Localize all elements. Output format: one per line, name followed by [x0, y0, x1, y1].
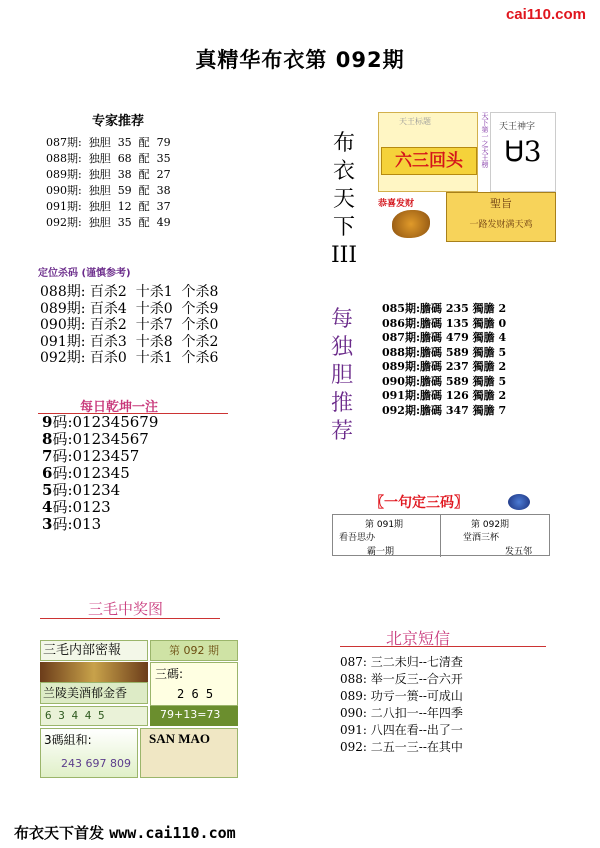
buyi-decree-box: [446, 192, 556, 242]
daily-row-count: 7: [42, 447, 53, 465]
footer-label: 布衣天下首发: [14, 824, 105, 842]
position-kill-row: 090期: 百杀2 十杀7 个杀0: [40, 317, 219, 333]
position-kill-row: 092期: 百杀0 十杀1 个杀6: [40, 350, 219, 366]
sanmao-sum: 79+13=73: [150, 706, 238, 726]
daily-row-count: 8: [42, 430, 53, 448]
one-sentence-heading: 〖一句定三码〗: [370, 495, 468, 511]
daily-row-count: 9: [42, 413, 53, 431]
daily-row: [42, 499, 158, 516]
beijing-list: [340, 654, 463, 756]
daily-row: [42, 516, 158, 533]
one-sentence-right-issue: 第 092期: [471, 520, 510, 530]
expert-row: 088期: 独胆 68 配 35: [46, 152, 171, 165]
sanmao-issue-suffix: 期: [208, 644, 219, 657]
daily-heading: 每日乾坤一注: [80, 400, 159, 415]
sanmao-issue-box: [150, 640, 238, 661]
sanmao-logo-box: [140, 728, 238, 778]
dan-row: 085期:膽碼 235 獨膽 2: [382, 302, 507, 315]
sanmao-logo: SAN MAO: [149, 731, 211, 746]
footer: [14, 822, 236, 843]
footer-url[interactable]: www.cai110.com: [109, 824, 236, 842]
daily-row-value: 码:012345: [52, 464, 130, 482]
buyi-decree-title: 聖旨: [490, 197, 512, 210]
daily-row: [42, 414, 158, 431]
sanmao-inner-title: 三毛内部密報: [40, 640, 148, 661]
daily-row-value: 码:013: [52, 515, 102, 533]
page-title: 真精华布衣第 092期: [195, 48, 405, 72]
one-sentence-right-line1: 堂酒三杯: [463, 533, 500, 543]
buyi-tiger-box: [378, 194, 444, 242]
beijing-row: 088: 举一反三--合六开: [340, 672, 463, 686]
dan-list: [382, 302, 506, 418]
buyi-banner-main: 六三回头: [381, 147, 477, 175]
position-kill-list: [40, 284, 218, 367]
buyi-char: 下: [332, 215, 355, 240]
beijing-underline: [340, 646, 546, 647]
buyi-vertical-title: [330, 130, 358, 270]
dan-row: 092期:膽碼 347 獨膽 7: [382, 403, 507, 417]
daily-row: [42, 465, 158, 482]
daily-row: [42, 482, 158, 499]
expert-row: 087期: 独胆 35 配 79: [46, 136, 171, 149]
daily-code-list: [42, 414, 158, 533]
dan-row: 091期:膽碼 126 獨膽 2: [382, 389, 507, 402]
sanmao-combo-box: [40, 728, 138, 778]
buyi-tiger-text: 恭喜发财: [378, 199, 415, 209]
daily-row-value: 码:01234: [52, 481, 121, 499]
position-kill-row: 091期: 百杀3 十杀8 个杀2: [40, 333, 219, 350]
buyi-image: [378, 112, 558, 242]
dan-row: 086期:膽碼 135 獨膽 0: [382, 316, 507, 330]
beijing-row: 089: 功亏一篑--可成山: [340, 689, 463, 703]
buyi-char: 布: [332, 131, 355, 156]
sanmao-underline: [40, 618, 220, 619]
position-kill-row: 089期: 百杀4 十杀0 个杀9: [40, 300, 219, 317]
beijing-row: 090: 二八扣一--年四季: [340, 706, 463, 720]
buyi-char: III: [330, 243, 358, 268]
sanmao-combo-label: 3碼組和:: [44, 733, 92, 747]
one-sentence-table: [332, 514, 550, 556]
daily-row: [42, 448, 158, 465]
dan-char: 胆: [330, 363, 353, 388]
daily-row-count: 5: [42, 481, 53, 499]
sanmao-brand: 兰陵美酒郁金香: [40, 682, 148, 704]
one-sentence-right: [441, 515, 551, 557]
dan-char: 每: [330, 307, 353, 332]
buyi-glyph: Ꮜ3: [505, 135, 542, 168]
sanmao-digits: 6 3 4 4 5: [40, 706, 148, 726]
daily-row: [42, 431, 158, 448]
buyi-banner-box: [378, 112, 478, 192]
buyi-side-text: 天下第一之天王榜: [481, 112, 489, 168]
tiger-icon: [392, 210, 430, 238]
sanmao-issue-label: 第: [169, 644, 180, 657]
position-kill-heading: 定位杀码 (谨慎参考): [38, 268, 131, 279]
dan-char: 独: [330, 335, 353, 360]
daily-row-value: 码:012345679: [52, 413, 159, 431]
buyi-banner-top: 天王标题: [399, 117, 431, 126]
buyi-decree-text: 一路发财满天鸡: [469, 220, 533, 230]
one-sentence-panel: [330, 490, 556, 560]
daily-row-count: 3: [42, 515, 53, 533]
site-domain[interactable]: cai110.com: [505, 6, 586, 23]
beijing-row: 091: 八四在看--出了一: [340, 723, 463, 737]
expert-row: 090期: 独胆 59 配 38: [46, 184, 171, 197]
expert-heading: 专家推荐: [92, 114, 145, 129]
daily-row-value: 码:0123: [52, 498, 111, 516]
one-sentence-left: [333, 515, 441, 557]
expert-row: 091期: 独胆 12 配 37: [46, 200, 171, 213]
expert-list: [46, 135, 171, 231]
one-sentence-left-line2: 霸一期: [367, 547, 395, 557]
beijing-heading: 北京短信: [386, 629, 451, 648]
sanmao-combo-nums: 243 697 809: [61, 757, 131, 770]
sanmao-banner: [40, 662, 148, 682]
daily-row-count: 6: [42, 464, 53, 482]
sanmao-heading: 三毛中奖图: [88, 600, 164, 618]
daily-row-count: 4: [42, 498, 53, 516]
buyi-char: 衣: [332, 159, 355, 184]
beijing-row: 087: 三二未归--七清查: [340, 655, 463, 669]
dan-char: 荐: [330, 419, 353, 444]
sanmao-sanma-nums: 2 6 5: [177, 687, 214, 701]
beijing-row: 092: 二五一三--在其中: [340, 740, 463, 754]
one-sentence-left-issue: 第 091期: [365, 520, 404, 530]
sanmao-issue: 092: [183, 644, 205, 657]
buyi-sign-title: 天王神字: [499, 122, 536, 132]
sanmao-sanma-box: [150, 662, 238, 706]
daily-row-value: 码:01234567: [52, 430, 149, 448]
sanmao-sanma-label: 三碼:: [155, 667, 184, 681]
globe-icon: [508, 494, 530, 510]
expert-row: 092期: 独胆 35 配 49: [46, 216, 171, 229]
dan-row: 089期:膽碼 237 獨膽 2: [382, 360, 507, 373]
dan-row: 087期:膽碼 479 獨膽 4: [382, 331, 507, 344]
daily-row-value: 码:0123457: [52, 447, 140, 465]
sanmao-image: [40, 640, 238, 778]
dan-row: 090期:膽碼 589 獨膽 5: [382, 374, 507, 388]
buyi-char: 天: [332, 187, 355, 212]
dan-char: 推: [330, 391, 353, 416]
dan-vertical-title: [328, 306, 356, 446]
one-sentence-right-line2: 发五邻: [505, 547, 533, 557]
expert-row: 089期: 独胆 38 配 27: [46, 168, 171, 181]
one-sentence-left-line1: 看吾思办: [339, 533, 376, 543]
buyi-sign-box: [490, 112, 556, 192]
dan-row: 088期:膽碼 589 獨膽 5: [382, 345, 507, 359]
position-kill-row: 088期: 百杀2 十杀1 个杀8: [40, 284, 219, 300]
